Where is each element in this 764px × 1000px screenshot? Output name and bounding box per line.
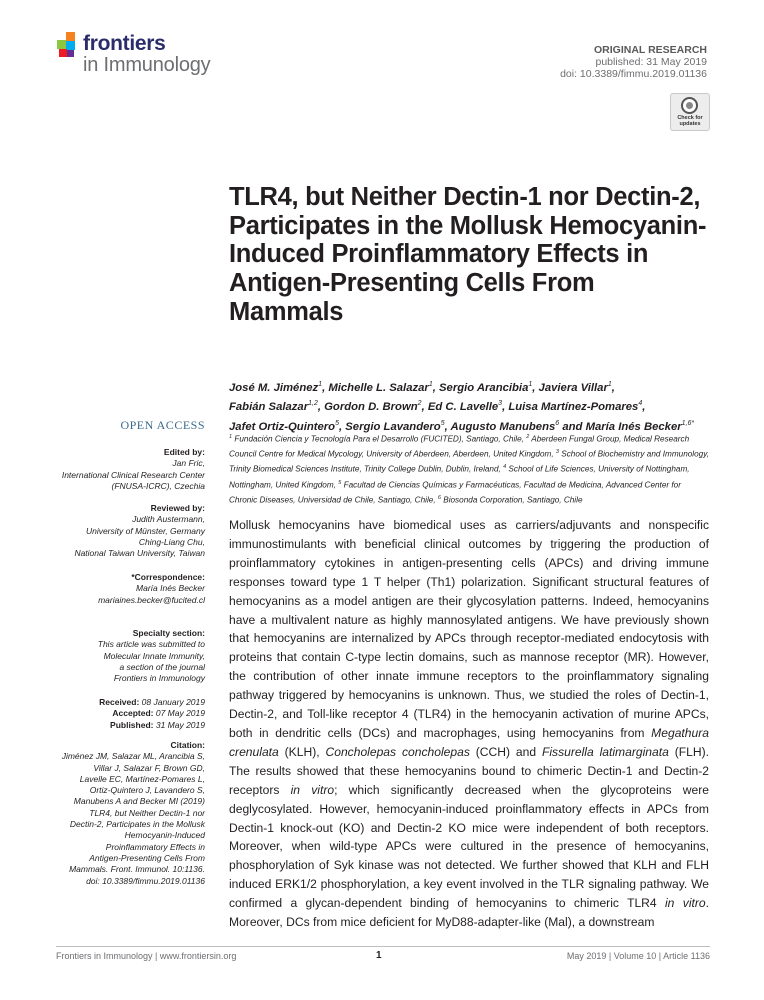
author-affiliation-marker: 1 bbox=[428, 381, 433, 388]
abstract-segment: . Moreover, DCs from mice deficient for MyD88-adapter-like (Mal), a downstream bbox=[229, 896, 709, 930]
abstract-italic-term: Concholepas concholepas bbox=[325, 744, 470, 759]
abstract-italic-term: in vitro bbox=[665, 896, 706, 911]
author-name[interactable]: Luisa Martínez-Pomares bbox=[508, 401, 639, 414]
date-row bbox=[40, 720, 205, 731]
affiliation-marker: 1 bbox=[229, 434, 233, 440]
correspondence-section bbox=[40, 572, 205, 606]
journal-logo[interactable] bbox=[57, 32, 227, 82]
author-name[interactable]: Sergio Arancibia bbox=[439, 381, 529, 394]
author-name[interactable]: María Inés Becker bbox=[585, 420, 682, 433]
citation-heading: Citation: bbox=[170, 740, 205, 750]
author-name[interactable]: Augusto Manubens bbox=[450, 420, 556, 433]
author-affiliation-marker: 1 bbox=[318, 381, 323, 388]
author-name[interactable]: José M. Jiménez bbox=[229, 381, 319, 394]
abstract-italic-term: Megathura crenulata bbox=[229, 725, 709, 759]
sidebar-line: (FNUSA-ICRC), Czechia bbox=[111, 480, 205, 491]
sidebar-line: Ching-Liang Chu, bbox=[138, 536, 205, 547]
open-access-label: OPEN ACCESS bbox=[120, 418, 205, 432]
sidebar-line: mariaines.becker@fucited.cl bbox=[98, 594, 205, 605]
dates-lines bbox=[40, 697, 205, 731]
author-affiliation-marker: 5 bbox=[440, 419, 445, 427]
author-affiliation-marker: 5 bbox=[335, 419, 339, 427]
sidebar-line: Ortiz-Quintero J, Lavandero S, bbox=[89, 785, 205, 796]
sidebar-line: Manubens A and Becker MI (2019) bbox=[73, 796, 205, 807]
author-affiliation-marker: 6 bbox=[555, 419, 560, 427]
author-name[interactable]: Ed C. Lavelle bbox=[427, 401, 499, 414]
edited-by-heading: Edited by: bbox=[163, 447, 205, 457]
date-row bbox=[40, 708, 205, 719]
affiliation-text: Aberdeen Fungal Group, Medical Research Council Centre for Medical Mycology, University of Aberdeen, Aberdeen, United Kingdom, bbox=[229, 434, 690, 459]
citation-lines bbox=[40, 751, 205, 887]
date-label: Accepted: bbox=[112, 708, 154, 719]
abstract-segment: ; which significantly decreased when the glycoproteins were deglycosylated. However, hemocyanin-induced proinflammatory effects in APCs from Dectin-1 knock-out (KO) and Dectin-2 KO mice were independent of both receptors. Moreover, when wild-type APCs were cultured in the presence of hemocyanins, phosphorylation of Syk kinase was not detected. We further showed that KLH and FLH induced ERK1/2 phosphorylation, a key event involved in the TLR signaling pathway. We confirmed a glycan-dependent binding of hemocyanins to chimeric TLR4 bbox=[229, 782, 709, 911]
sidebar-line: doi: 10.3389/fimmu.2019.01136 bbox=[86, 875, 205, 886]
correspondence-lines[interactable] bbox=[40, 583, 205, 606]
frontiers-logo-icon bbox=[57, 32, 81, 58]
doi-link[interactable]: doi: 10.3389/fimmu.2019.01136 bbox=[560, 68, 707, 80]
author-affiliation-marker: 3 bbox=[498, 400, 503, 408]
author-list: José M. Jiménez$^1$, Michelle L. Salazar$^1$, Sergio Arancibia$^1$, Javiera Villar$^1$, Fabián Salazar$^{1,2}$, Gordon D. Brown$^2$, Ed C. Lavelle$^3$, Luisa Martínez-Pomares$^4$, Jafet Ortiz-Quintero$^5$, Sergio Lavandero$^5$, Augusto Manubens$^6$ and María Inés Becker$^{1,6*}$ bbox=[229, 381, 695, 433]
affiliation-marker: 6 bbox=[437, 494, 441, 501]
reviewed-by-heading: Reviewed by: bbox=[150, 503, 205, 513]
affiliation-marker: 5 bbox=[338, 479, 342, 486]
sidebar-line: Dectin-2, Participates in the Mollusk bbox=[69, 819, 205, 830]
reviewed-by-section bbox=[40, 503, 205, 559]
sidebar-line: Lavelle EC, Martínez-Pomares L, bbox=[79, 773, 205, 784]
author-name[interactable]: Michelle L. Salazar bbox=[328, 381, 429, 394]
specialty-heading: Specialty section: bbox=[132, 628, 205, 638]
sidebar-line: Hemocyanin-Induced bbox=[124, 830, 205, 841]
date-value: 07 May 2019 bbox=[153, 708, 205, 719]
sidebar-line: Mammals. Front. Immunol. 10:1136. bbox=[69, 864, 205, 875]
logo-journal-name: in Immunology bbox=[83, 54, 211, 76]
edited-by-lines bbox=[40, 458, 205, 492]
author-name[interactable]: Gordon D. Brown bbox=[324, 401, 418, 414]
author-affiliation-marker: 1,6* bbox=[681, 419, 695, 427]
affiliation-marker: 3 bbox=[555, 449, 559, 456]
article-type: ORIGINAL RESEARCH bbox=[594, 44, 707, 56]
sidebar-line: Judith Austermann, bbox=[132, 514, 205, 525]
abstract-segment: (KLH), bbox=[278, 744, 326, 759]
affiliation-text: School of Life Sciences, University of Nottingham, Nottingham, United Kingdom, bbox=[229, 465, 690, 490]
sidebar-line: a section of the journal bbox=[119, 661, 205, 672]
article-title: TLR4, but Neither Dectin-1 nor Dectin-2, Participates in the Mollusk Hemocyanin-Induced Proinflammatory Effects in Antigen-Presenting Cells From Mammals bbox=[229, 183, 707, 326]
date-label: Received: bbox=[99, 697, 140, 707]
sidebar-line: This article was submitted to bbox=[97, 639, 205, 650]
check-for-updates-badge[interactable] bbox=[670, 93, 710, 131]
sidebar-line: Frontiers in Immunology bbox=[113, 673, 205, 684]
published-date: published: 31 May 2019 bbox=[595, 56, 707, 68]
sidebar-line: Villar J, Salazar F, Brown GD, bbox=[93, 762, 205, 773]
sidebar-line: University of Münster, Germany bbox=[85, 525, 205, 536]
sidebar-line: Jiménez JM, Salazar ML, Arancibia S, bbox=[61, 751, 205, 762]
footer-issue-info: May 2019 | Volume 10 | Article 1136 bbox=[566, 951, 710, 961]
edited-by-section bbox=[40, 447, 205, 492]
abstract-text bbox=[229, 516, 709, 932]
affiliation-text: School of Biochemistry and Immunology, Trinity Biomedical Sciences Institute, Trinity College Dublin, Dublin, Ireland, bbox=[229, 449, 709, 475]
author-name[interactable]: Javiera Villar bbox=[538, 381, 608, 394]
specialty-lines bbox=[40, 639, 205, 684]
sidebar-line: International Clinical Research Center bbox=[61, 469, 205, 480]
sidebar-line: María Inés Becker bbox=[136, 583, 205, 594]
citation-section bbox=[40, 740, 205, 887]
author-name[interactable]: Fabián Salazar bbox=[229, 401, 309, 414]
specialty-section bbox=[40, 628, 205, 684]
abstract-segment: Mollusk hemocyanins have biomedical uses as carriers/adjuvants and nonspecific immunostimulants with beneficial clinical outcomes by triggering the production of proinflammatory cytokines in antigen-presenting cells (APCs) and driving immune responses toward type 1 T helper (Th1) polarization. Significant structural features of hemocyanins as a model antigen are their glycosylation patterns. Indeed, hemocyanins have a multivalent nature as highly mannosylated antigens. We have previously shown that hemocyanins are internalized by APCs through receptor-mediated endocytosis with proteins that contain C-type lectin domains, such as mannose receptor (MR). However, the contribution of other innate immune receptors to the proinflammatory signaling pathway triggered by hemocyanins is unknown. Thus, we studied the roles of Dectin-1, Dectin-2, and Toll-like receptor 4 (TLR4) in the hemocyanin activation of murine APCs, both in dendritic cells (DCs) and macrophages, using hemocyanins from bbox=[229, 518, 709, 740]
affiliation-text: Biosonda Corporation, Santiago, Chile bbox=[440, 495, 583, 505]
sidebar-line: Molecular Innate Immunity, bbox=[103, 650, 205, 661]
dates-section bbox=[40, 697, 205, 731]
sidebar-line: National Taiwan University, Taiwan bbox=[74, 548, 205, 559]
sidebar-line: Proinflammatory Effects in bbox=[105, 841, 205, 852]
abstract-segment: (FLH). The results showed that these hemocyanins bound to chimeric Dectin-1 and Dectin-2 receptors bbox=[229, 744, 709, 797]
author-affiliation-marker: 4 bbox=[638, 400, 643, 408]
badge-label: Check for updates bbox=[677, 115, 703, 127]
reviewed-by-lines bbox=[40, 514, 205, 559]
footer-divider bbox=[56, 946, 710, 947]
author-affiliation-marker: 1 bbox=[528, 381, 533, 388]
abstract-segment: (CCH) and bbox=[469, 744, 542, 759]
author-affiliation-marker: 1 bbox=[607, 381, 612, 388]
date-value: 31 May 2019 bbox=[153, 719, 205, 730]
affiliation-text: Facultad de Ciencias Químicas y Farmacéuticas, Facultad de Medicina, Advanced Center for Chronic Diseases, Universidad de Chile, Santiago, Chile, bbox=[229, 480, 681, 505]
affiliation-marker: 4 bbox=[503, 464, 507, 471]
sidebar-line: Jan Fric, bbox=[172, 458, 205, 469]
affiliation-marker: 2 bbox=[526, 434, 530, 440]
sidebar-line: TLR4, but Neither Dectin-1 nor bbox=[89, 807, 205, 818]
date-value: 08 January 2019 bbox=[139, 697, 205, 707]
logo-wordmark: frontiers bbox=[83, 32, 166, 55]
article-header-info bbox=[560, 44, 707, 80]
affiliation-text: Fundación Ciencia y Tecnología Para el Desarrollo (FUCITED), Santiago, Chile, bbox=[232, 434, 527, 444]
date-label: Published: bbox=[110, 719, 154, 730]
footer-journal-link[interactable]: Frontiers in Immunology | www.frontiersin.org bbox=[56, 951, 237, 961]
sidebar-line: Antigen-Presenting Cells From bbox=[89, 852, 205, 863]
crossmark-icon bbox=[681, 97, 698, 114]
author-affiliation-marker: 1,2 bbox=[308, 400, 318, 408]
date-row bbox=[40, 697, 205, 708]
author-affiliation-marker: 2 bbox=[417, 400, 422, 408]
author-name[interactable]: Sergio Lavandero bbox=[345, 420, 441, 433]
abstract-italic-term: in vitro bbox=[290, 782, 335, 797]
correspondence-heading: *Correspondence: bbox=[131, 572, 205, 582]
author-name[interactable]: Jafet Ortiz-Quintero bbox=[229, 420, 336, 433]
abstract-italic-term: Fissurella latimarginata bbox=[541, 744, 669, 759]
page-number: 1 bbox=[376, 950, 382, 961]
affiliations bbox=[229, 431, 711, 507]
